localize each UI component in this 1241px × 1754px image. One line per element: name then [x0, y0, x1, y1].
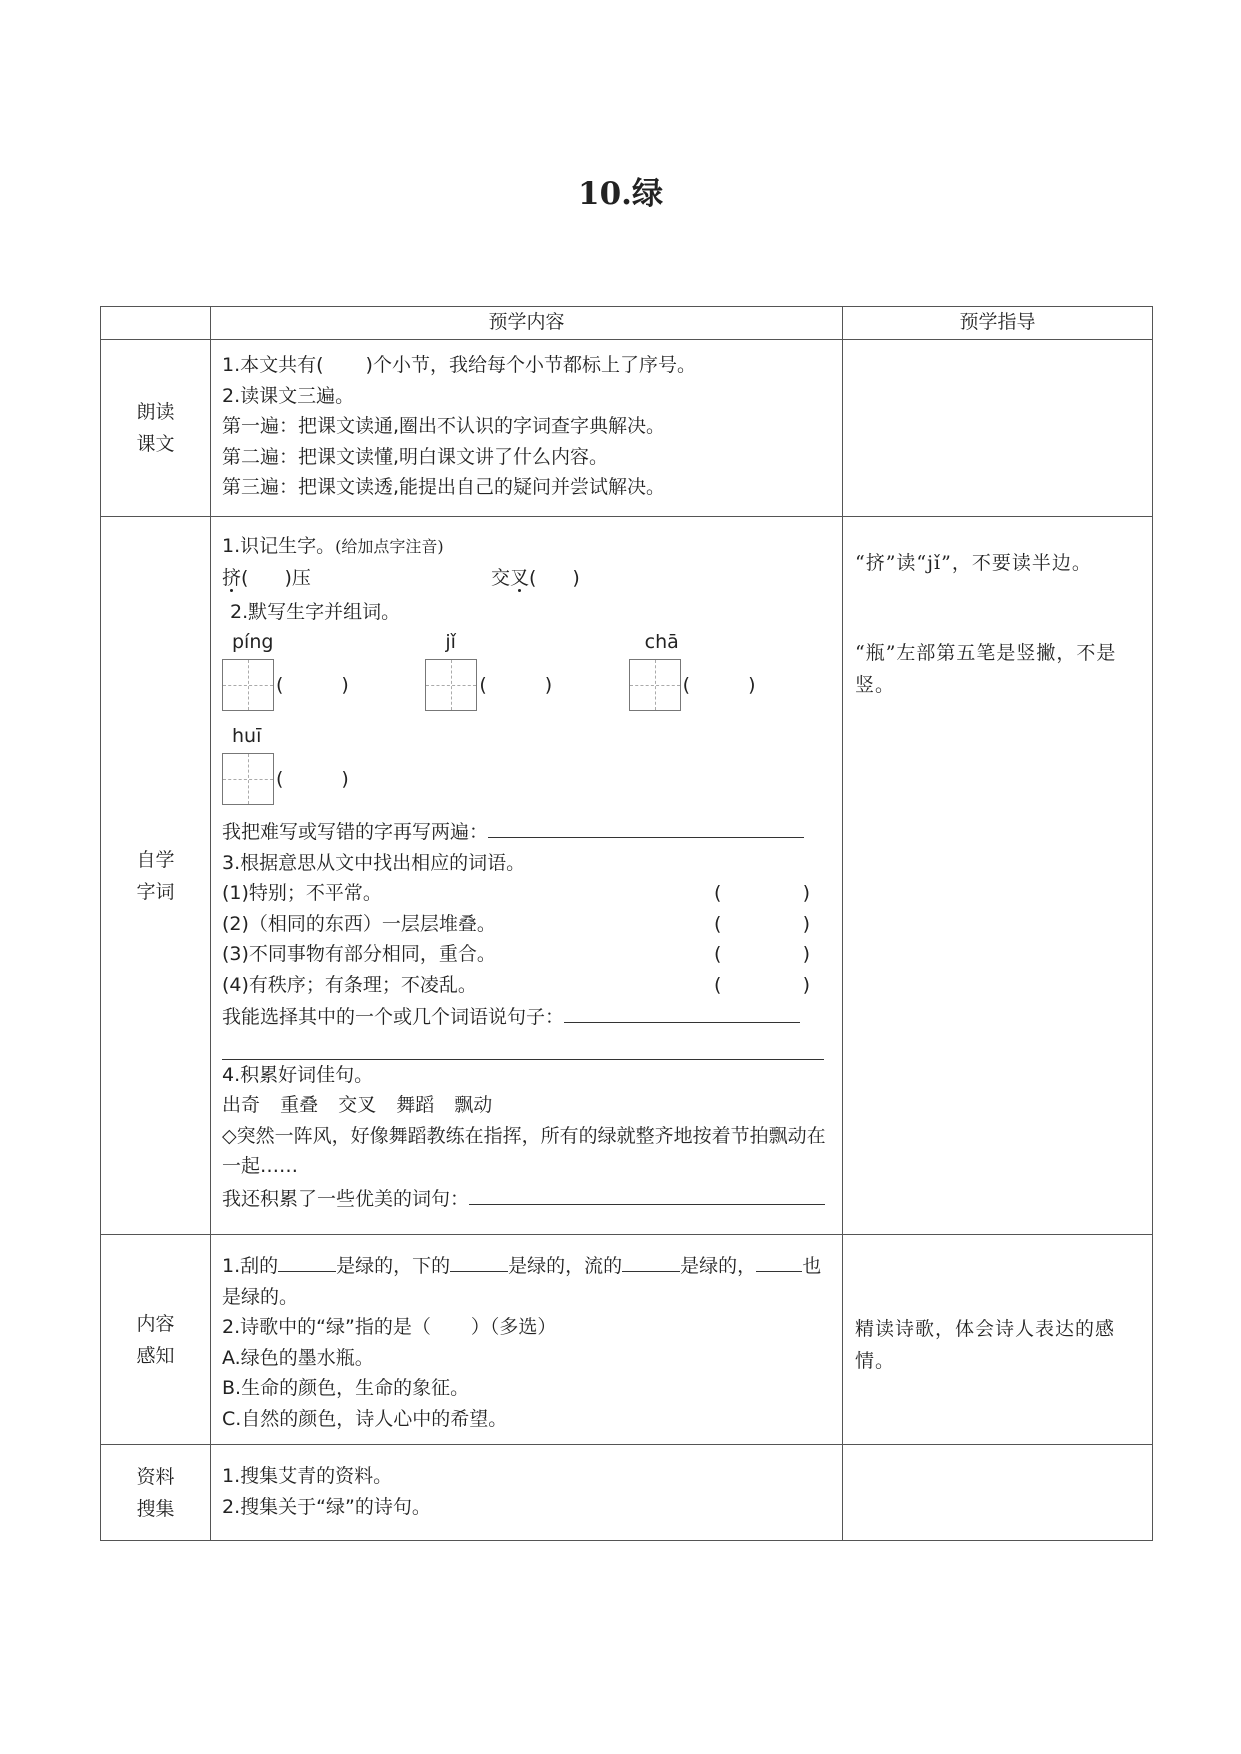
reading-line-1: [222, 350, 832, 381]
item-text: 1.识记生字。: [222, 535, 336, 557]
reading-text: 1.本文共有(: [222, 354, 324, 376]
paren-open: (: [241, 566, 249, 589]
paren-open: (: [682, 673, 691, 696]
definition-row: [222, 970, 832, 1001]
paren-close: ): [802, 912, 810, 935]
reading-line-5: 第三遍：把课文读透,能提出自己的疑问并尝试解决。: [222, 476, 666, 498]
materials-2: 2.搜集关于“绿”的诗句。: [222, 1495, 431, 1518]
good-word: 出奇: [222, 1094, 261, 1116]
words-item-4: 4.积累好词佳句。: [222, 1063, 374, 1086]
tianzige-box[interactable]: [629, 659, 681, 711]
paren-close: ): [802, 973, 810, 996]
paren-open: (: [714, 882, 722, 904]
guide-reading: [843, 340, 1153, 517]
dotted-char: 叉: [509, 566, 529, 589]
guide-tip: “瓶”左部第五笔是竖撇，不是竖。: [855, 642, 1117, 696]
answer-blank[interactable]: [450, 1249, 508, 1272]
option-a: A.绿色的墨水瓶。: [222, 1346, 374, 1369]
content-words: [211, 517, 843, 1235]
definition-row: [222, 878, 832, 909]
category-line: 资料: [136, 1465, 175, 1488]
paren-close: )压: [284, 566, 311, 589]
definition-text: (4)有秩序；有条理；不凌乱。: [222, 973, 477, 996]
option-b: B.生命的颜色，生命的象征。: [222, 1377, 470, 1399]
answer-blank[interactable]: [622, 1249, 680, 1272]
quote-text: ◇突然一阵风，好像舞蹈教练在指挥，所有的绿就整齐地按着节拍飘动在一起……: [222, 1124, 826, 1177]
guide-materials: [843, 1445, 1153, 1541]
header-guide: 预学指导: [843, 307, 1153, 340]
paren-open: (: [528, 566, 537, 589]
q-text: 也: [802, 1255, 822, 1277]
definition-text: (1)特别；不平常。: [222, 882, 382, 904]
option-c: C.自然的颜色，诗人心中的希望。: [222, 1407, 508, 1430]
paren-close: ): [341, 673, 349, 696]
good-word: 交叉: [338, 1094, 377, 1116]
accumulate-line: [222, 1182, 832, 1215]
perception-q1-end: 是绿的。: [222, 1285, 299, 1308]
row-materials: [101, 1445, 1153, 1541]
paren-open: (: [276, 767, 284, 790]
category-materials: [101, 1445, 211, 1541]
guide-words: [843, 517, 1153, 1235]
paren-close: ): [802, 943, 810, 965]
preview-table: [100, 306, 1153, 1541]
tianzige-box[interactable]: [425, 659, 477, 711]
tianzige-row-1: [222, 627, 832, 721]
category-line: 课文: [136, 433, 175, 455]
perception-q2: [222, 1312, 832, 1343]
sentence-label: 我能选择其中的一个或几个词语说句子：: [222, 1006, 565, 1028]
phonetic-pairs: [222, 563, 832, 597]
pinyin-label: chā: [644, 631, 679, 653]
tianzige-item: [222, 627, 425, 713]
paren-open: (: [276, 673, 284, 696]
tianzige-item: [629, 627, 832, 713]
header-content: 预学内容: [211, 307, 843, 340]
reading-line-4: 第二遍：把课文读懂,明白课文讲了什么内容。: [222, 445, 609, 468]
q-text: 1.刮的: [222, 1255, 279, 1277]
q-text: 是绿的，: [680, 1255, 757, 1277]
category-words: [101, 517, 211, 1235]
paren-open: (: [479, 673, 487, 696]
words-item-1: [222, 531, 832, 563]
item-note: (给加点字注音): [335, 537, 444, 556]
paren-open: (: [714, 912, 722, 935]
paren-close: ): [802, 882, 810, 904]
category-line: 搜集: [136, 1497, 175, 1520]
category-line: 内容: [136, 1312, 175, 1335]
paren-close: ): [748, 673, 756, 696]
rewrite-line: [222, 815, 832, 848]
category-line: 感知: [136, 1344, 175, 1367]
materials-1: 1.搜集艾青的资料。: [222, 1465, 393, 1487]
tianzige-item: [222, 721, 447, 807]
category-line: 自学: [136, 848, 175, 871]
pinyin-label: píng: [232, 631, 274, 653]
perception-q1: [222, 1249, 832, 1282]
definition-row: [222, 939, 832, 970]
guide-tip: “挤”读“jǐ”，不要读半边。: [855, 552, 1092, 574]
words-item-3: 3.根据意思从文中找出相应的词语。: [222, 851, 526, 874]
tianzige-row-2: [222, 721, 832, 815]
row-reading: [101, 340, 1153, 517]
reading-text: )个小节，我给每个小节都标上了序号。: [365, 354, 696, 376]
rewrite-blank[interactable]: [488, 815, 804, 838]
paren-open: (: [714, 943, 722, 965]
q-text: 是绿的，下的: [336, 1255, 451, 1277]
guide-perception: 精读诗歌，体会诗人表达的感情。: [843, 1235, 1153, 1445]
answer-blank[interactable]: [278, 1249, 336, 1272]
sentence-line: [222, 1000, 832, 1033]
table-header-row: [101, 307, 1153, 340]
pinyin-label: jǐ: [445, 631, 456, 653]
dotted-char: 挤: [222, 566, 242, 589]
reading-line-3: 第一遍：把课文读通,圈出不认识的字词查字典解决。: [222, 415, 666, 437]
row-perception: [101, 1235, 1153, 1445]
page-title: 10.绿: [578, 176, 663, 212]
char-text: 交: [490, 566, 510, 589]
content-perception: [211, 1235, 843, 1445]
content-materials: [211, 1445, 843, 1541]
definition-text: (2)（相同的东西）一层层堆叠。: [222, 912, 496, 935]
definition-text: (3)不同事物有部分相同，重合。: [222, 943, 496, 965]
sentence-blank[interactable]: [564, 1000, 800, 1023]
q-text: 2.诗歌中的“绿”指的是（: [222, 1316, 431, 1338]
good-word: 重叠: [280, 1094, 319, 1116]
category-line: 字词: [136, 880, 175, 903]
good-word: 飘动: [454, 1094, 493, 1116]
answer-blank[interactable]: [756, 1249, 802, 1272]
q-text: ）（多选）: [470, 1316, 557, 1338]
good-word: 舞蹈: [396, 1094, 435, 1116]
content-reading: [211, 340, 843, 517]
accumulate-label: 我还积累了一些优美的词句：: [222, 1187, 470, 1210]
category-line: 朗读: [136, 401, 175, 423]
paren-open: (: [714, 973, 722, 996]
good-words: [222, 1090, 832, 1121]
header-blank: [101, 307, 211, 340]
accumulate-blank[interactable]: [469, 1182, 825, 1205]
definition-row: [222, 909, 832, 940]
category-reading: [101, 340, 211, 517]
paren-close: ): [341, 767, 349, 790]
paren-close: ): [572, 566, 580, 589]
tianzige-item: [425, 627, 628, 713]
pinyin-label: huī: [232, 725, 262, 747]
paren-close: ): [544, 673, 553, 696]
rewrite-label: 我把难写或写错的字再写两遍：: [222, 821, 489, 843]
tianzige-box[interactable]: [222, 753, 274, 805]
reading-line-2: 2.读课文三遍。: [222, 384, 355, 407]
sentence-blank-line[interactable]: [222, 1033, 824, 1060]
tianzige-box[interactable]: [222, 659, 274, 711]
category-perception: [101, 1235, 211, 1445]
row-words: [101, 517, 1153, 1235]
words-item-2: 2.默写生字并组词。: [230, 600, 401, 623]
q-text: 是绿的，流的: [508, 1255, 623, 1277]
